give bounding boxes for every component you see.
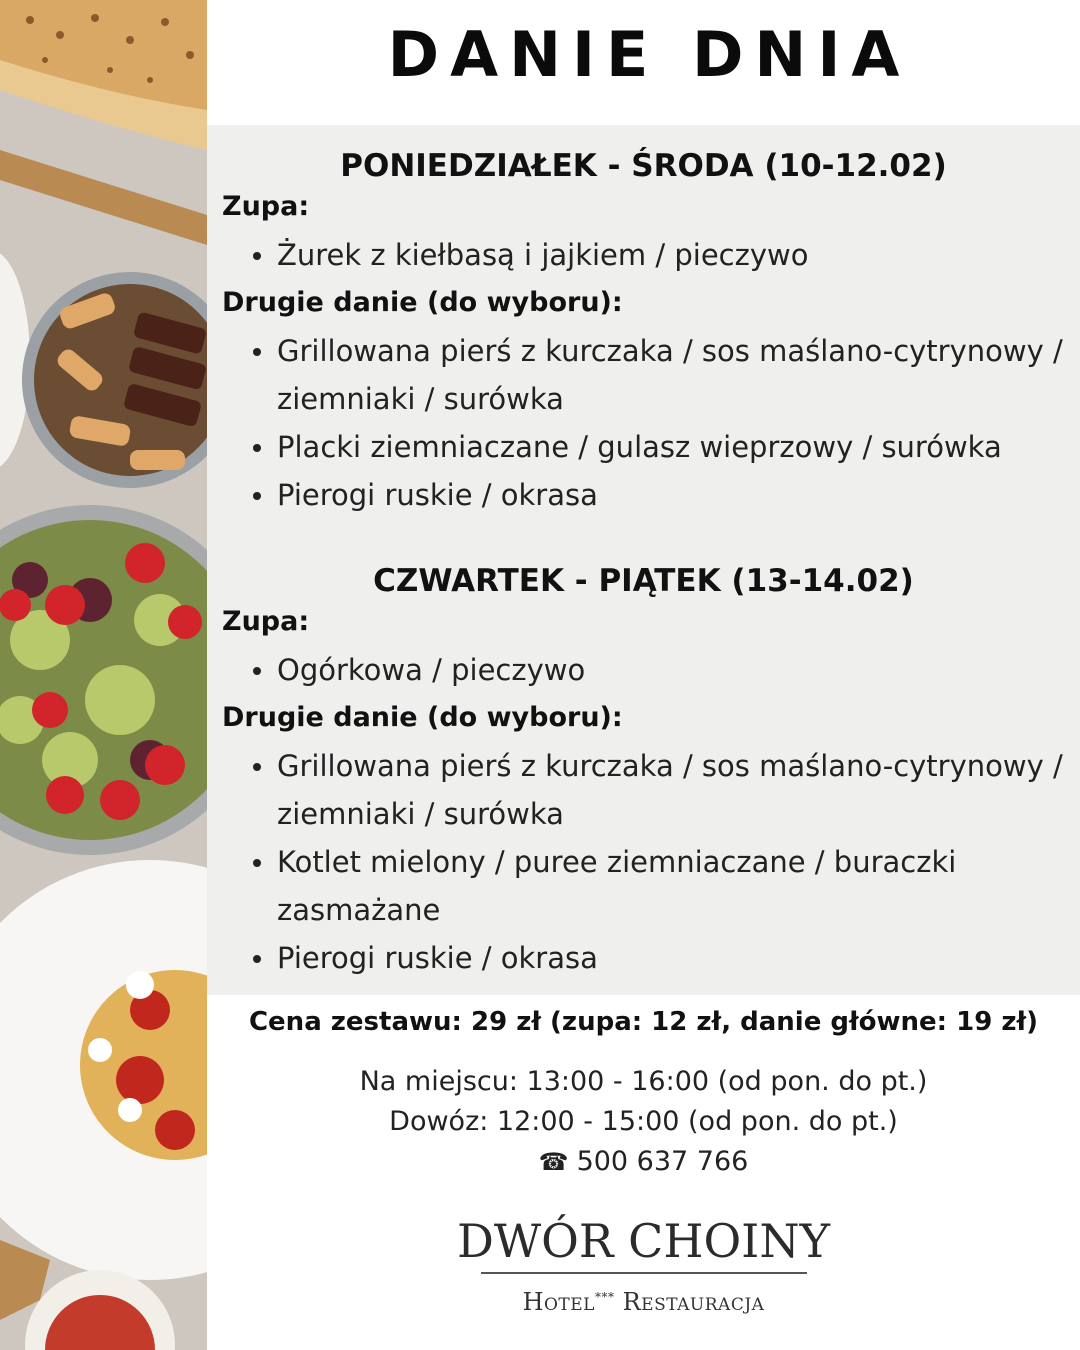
list-item: Grillowana pierś z kurczaka / sos maślano-cytrynowy / ziemniaki / surówka <box>277 742 1080 838</box>
food-photo-illustration <box>0 0 207 1350</box>
list-item: Kotlet mielony / puree ziemniaczane / buraczki zasmażane <box>277 838 1080 934</box>
section-heading: PONIEDZIAŁEK - ŚRODA (10-12.02) <box>340 148 947 184</box>
main-course-label: Drugie danie (do wyboru): <box>222 702 623 733</box>
soup-label: Zupa: <box>222 606 310 637</box>
main-course-list <box>207 742 1080 982</box>
menu-section-thu-fri <box>207 560 1080 986</box>
set-price: Cena zestawu: 29 zł (zupa: 12 zł, danie główne: 19 zł) <box>248 1007 1039 1037</box>
list-item: Pierogi ruskie / okrasa <box>277 471 1080 519</box>
main-course-label: Drugie danie (do wyboru): <box>222 287 623 318</box>
menu-panel <box>207 125 1080 995</box>
onsite-hours: Na miejscu: 13:00 - 16:00 (od pon. do pt.) <box>359 1066 928 1097</box>
page-title: DANIE DNIA <box>387 18 911 91</box>
header <box>207 0 1080 125</box>
opening-hours <box>207 1062 1080 1182</box>
logo-sub-restaurant: Restauracja <box>622 1288 765 1316</box>
list-item: Pierogi ruskie / okrasa <box>277 934 1080 982</box>
soup-label: Zupa: <box>222 191 310 222</box>
logo-stars: *** <box>594 1290 615 1304</box>
food-photo-strip <box>0 0 207 1350</box>
section-heading: CZWARTEK - PIĄTEK (13-14.02) <box>373 563 914 599</box>
soup-list <box>207 231 1080 279</box>
list-item: Placki ziemniaczane / gulasz wieprzowy / surówka <box>277 423 1080 471</box>
list-item: Żurek z kiełbasą i jajkiem / pieczywo <box>277 231 1080 279</box>
logo-sub-hotel: Hotel <box>522 1288 595 1316</box>
list-item: Grillowana pierś z kurczaka / sos maślano-cytrynowy / ziemniaki / surówka <box>277 327 1080 423</box>
logo-name: DWÓR CHOINY <box>457 1214 830 1268</box>
delivery-hours: Dowóz: 12:00 - 15:00 (od pon. do pt.) <box>389 1106 898 1137</box>
logo-divider <box>481 1272 807 1274</box>
menu-section-mon-wed <box>207 145 1080 523</box>
main-course-list <box>207 327 1080 519</box>
phone-line[interactable] <box>207 1142 1080 1182</box>
logo-subtitle <box>207 1280 1080 1319</box>
phone-number[interactable]: 500 637 766 <box>576 1146 749 1177</box>
phone-icon: ☎ <box>538 1148 569 1176</box>
list-item: Ogórkowa / pieczywo <box>277 646 1080 694</box>
logo <box>207 1212 1080 1319</box>
soup-list <box>207 646 1080 694</box>
